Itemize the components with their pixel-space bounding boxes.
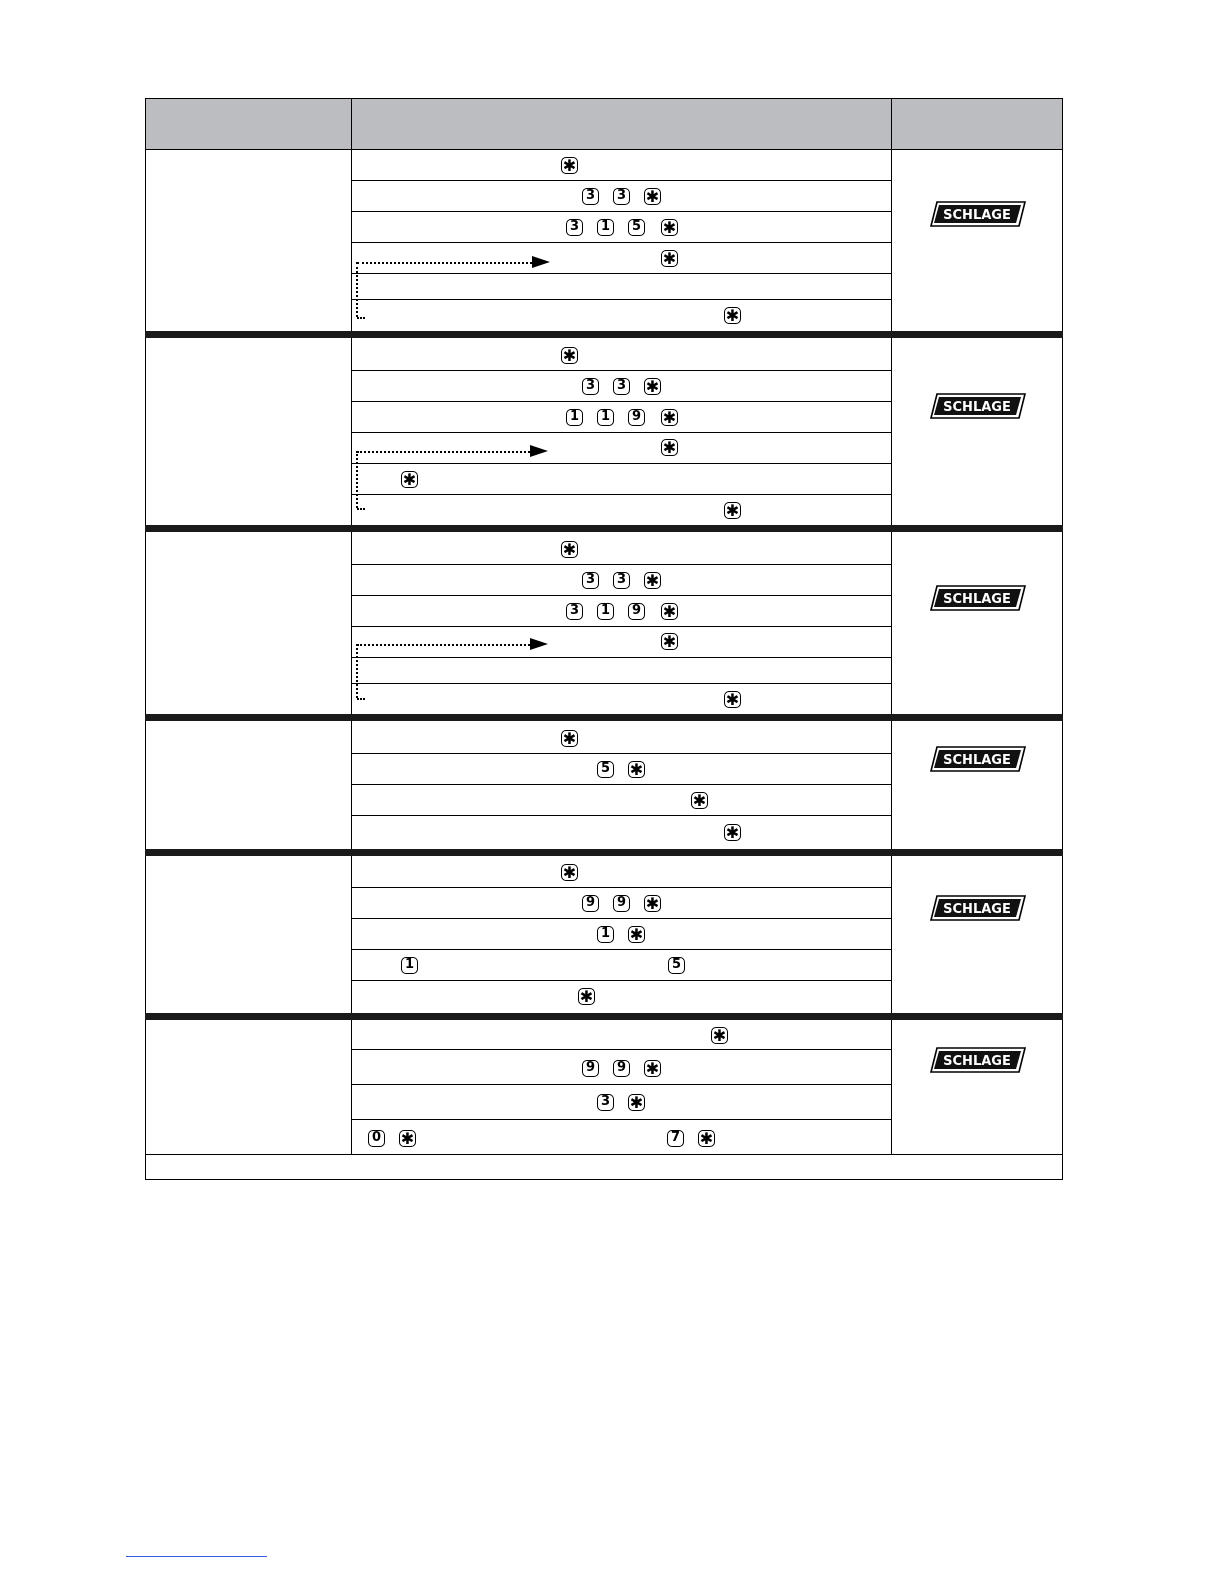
key-7: 7 [667,1130,684,1147]
row-line [351,753,891,754]
footer-link-underline [126,1556,267,1557]
key-9: 9 [613,1060,630,1077]
key-5: 5 [628,219,645,236]
row-line [351,1049,891,1050]
key-1: 1 [597,926,614,943]
row-line [351,980,891,981]
svg-text:SCHLAGE: SCHLAGE [943,1054,1011,1069]
key-star: ✱ [629,1093,644,1112]
key-star: ✱ [662,632,677,651]
dotted-arrow-tail [357,698,365,700]
svg-text:SCHLAGE: SCHLAGE [943,592,1011,607]
key-star: ✱ [400,1129,415,1148]
arrow-head-icon [530,445,548,457]
key-star: ✱ [562,540,577,559]
key-star: ✱ [662,218,677,237]
key-star: ✱ [662,602,677,621]
schlage-logo [929,895,1027,921]
key-star: ✱ [645,1059,660,1078]
row-line [351,784,891,785]
row-line [351,299,891,300]
key-star: ✱ [645,894,660,913]
row-line [351,657,891,658]
key-9: 9 [613,895,630,912]
key-star: ✱ [725,306,740,325]
schlage-logo [929,746,1027,772]
row-line [351,887,891,888]
key-1: 1 [597,603,614,620]
key-5: 5 [668,957,685,974]
dotted-arrow-vertical [356,451,358,508]
key-star: ✱ [662,249,677,268]
section-separator [145,1013,1063,1020]
key-star: ✱ [402,470,417,489]
key-star: ✱ [562,729,577,748]
svg-text:SCHLAGE: SCHLAGE [943,208,1011,223]
svg-text:SCHLAGE: SCHLAGE [943,400,1011,415]
row-line [351,683,891,684]
schlage-logo [929,585,1027,611]
row-line [351,432,891,433]
key-3: 3 [566,219,583,236]
row-line [351,463,891,464]
dotted-arrow-line [357,262,532,264]
row-line [351,242,891,243]
key-3: 3 [582,188,599,205]
arrow-head-icon [530,638,548,650]
svg-text:SCHLAGE: SCHLAGE [943,753,1011,768]
row-line [351,494,891,495]
dotted-arrow-tail [357,508,365,510]
key-star: ✱ [662,408,677,427]
key-3: 3 [613,378,630,395]
key-star: ✱ [692,791,707,810]
row-line [351,1084,891,1085]
key-5: 5 [597,761,614,778]
key-9: 9 [582,1060,599,1077]
row-line [351,564,891,565]
key-star: ✱ [562,156,577,175]
section-separator [145,525,1063,532]
section-separator [145,331,1063,338]
key-star: ✱ [725,501,740,520]
schlage-logo [929,201,1027,227]
arrow-head-icon [532,256,550,268]
footer-row-line [146,1154,1062,1155]
key-9: 9 [628,603,645,620]
key-1: 1 [597,409,614,426]
row-line [351,1119,891,1120]
key-1: 1 [597,219,614,236]
row-line [351,626,891,627]
row-line [351,273,891,274]
row-line [351,949,891,950]
key-3: 3 [613,572,630,589]
section-separator [145,714,1063,721]
key-star: ✱ [699,1129,714,1148]
key-3: 3 [582,378,599,395]
key-star: ✱ [645,571,660,590]
key-star: ✱ [645,187,660,206]
key-1: 1 [566,409,583,426]
dotted-arrow-vertical [356,262,358,317]
dotted-arrow-tail [357,317,365,319]
key-3: 3 [597,1094,614,1111]
key-star: ✱ [662,438,677,457]
column-divider-2 [891,99,892,1154]
schlage-logo [929,1047,1027,1073]
section-separator [145,849,1063,856]
programming-table [145,98,1063,1180]
dotted-arrow-line [357,644,530,646]
row-line [351,370,891,371]
key-9: 9 [628,409,645,426]
table-header [146,99,1062,150]
row-line [351,815,891,816]
row-line [351,918,891,919]
dotted-arrow-line [357,451,530,453]
key-star: ✱ [712,1026,727,1045]
key-star: ✱ [629,760,644,779]
svg-text:SCHLAGE: SCHLAGE [943,902,1011,917]
key-star: ✱ [645,377,660,396]
row-line [351,595,891,596]
key-3: 3 [582,572,599,589]
key-star: ✱ [562,346,577,365]
key-1: 1 [401,957,418,974]
schlage-logo [929,393,1027,419]
key-star: ✱ [562,863,577,882]
key-star: ✱ [725,690,740,709]
key-star: ✱ [629,925,644,944]
dotted-arrow-vertical [356,644,358,698]
key-9: 9 [582,895,599,912]
row-line [351,401,891,402]
key-star: ✱ [725,823,740,842]
key-0: 0 [368,1130,385,1147]
row-line [351,211,891,212]
row-line [351,180,891,181]
key-3: 3 [566,603,583,620]
key-3: 3 [613,188,630,205]
key-star: ✱ [579,987,594,1006]
